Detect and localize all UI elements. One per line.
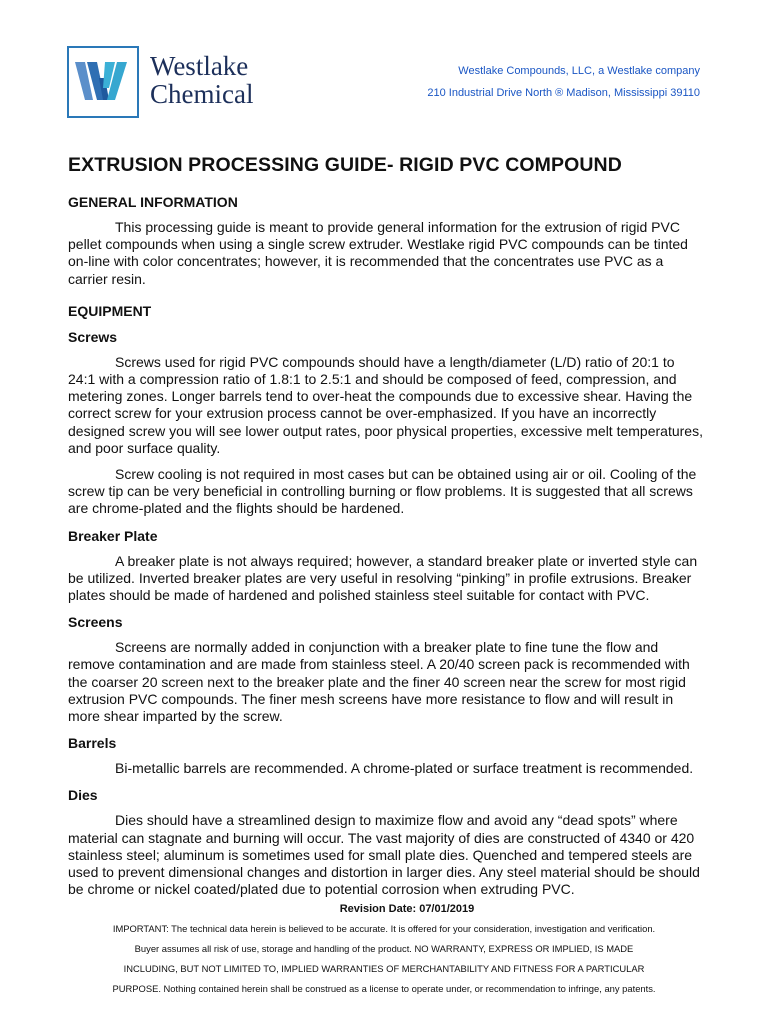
screens-heading: Screens	[68, 614, 123, 631]
logo-wordmark	[150, 52, 253, 108]
w-logo-icon	[69, 48, 137, 116]
screens-paragraph: Screens are normally added in conjunction with a breaker plate to fine tune the flow and remove contamination and are made from stainless steel. A 20/40 screen pack is recommended with the coarser 20 screen next to the breaker plate and the finer 40 screen near the screw for most rigid extrusion PVC compounds. The finer mesh screens have more resistance to flow and will result in more shear imparted by the screw.	[68, 639, 690, 725]
breaker-plate-paragraph: A breaker plate is not always required; however, a standard breaker plate or inverted style can be utilized. Inverted breaker plates are very useful in resolving “pinking” in profile extrusions. Breaker plates should be made of hardened and polished stainless steel suitable for contact with PVC.	[68, 552, 698, 604]
disclaimer-line: Buyer assumes all risk of use, storage and handling of the product. NO WARRANTY, EXPRESS OR IMPLIED, IS MADE	[134, 943, 634, 954]
page-footer	[0, 903, 768, 999]
dies-heading: Dies	[68, 787, 98, 804]
disclaimer-line: PURPOSE. Nothing contained herein shall be construed as a license to operate under, or recommendation to infringe, any patents.	[112, 983, 656, 994]
breaker-plate-heading: Breaker Plate	[68, 527, 158, 544]
company-address: 210 Industrial Drive North ® Madison, Mississippi 39110	[427, 87, 700, 99]
revision-date: Revision Date: 07/01/2019	[339, 903, 475, 915]
general-information-paragraph: This processing guide is meant to provide general information for the extrusion of rigid PVC pellet compounds when using a single screw extruder. Westlake rigid PVC compounds can be tinted on-line with color concentrates; however, it is recommended that the concentrates use PVC as a carrier resin.	[68, 219, 688, 287]
disclaimer	[0, 919, 768, 999]
equipment-heading: EQUIPMENT	[68, 302, 152, 319]
general-information-heading: GENERAL INFORMATION	[68, 194, 238, 210]
company-info	[427, 60, 700, 104]
barrels-paragraph: Bi-metallic barrels are recommended. A chrome-plated or surface treatment is recommended.	[115, 760, 694, 777]
barrels-heading: Barrels	[68, 735, 117, 752]
screws-heading: Screws	[68, 328, 118, 345]
document-body	[68, 193, 704, 907]
disclaimer-line: IMPORTANT: The technical data herein is believed to be accurate. It is offered for your consideration, investigation and verification.	[112, 923, 656, 934]
screws-paragraph-2: Screw cooling is not required in most cases but can be obtained using air or oil. Cooling of the screw tip can be very beneficial in controlling burning or flow problems. It is suggested that all screws are chrome-plated and the flights should be hardened.	[68, 466, 697, 517]
disclaimer-line: INCLUDING, BUT NOT LIMITED TO, IMPLIED WARRANTIES OF MERCHANTABILITY AND FITNESS FOR A PARTICULAR	[123, 963, 645, 974]
westlake-logo-mark	[67, 46, 139, 118]
dies-paragraph: Dies should have a streamlined design to maximize flow and avoid any “dead spots” where material can stagnate and burning will occur. The vast majority of dies are constructed of 4340 or 420 stainless steel; aluminum is sometimes used for small plate dies. Quenched and tempered steels are used to prevent dimensional changes and distortion in larger dies. Any steel material should be should be chrome or nickel coated/plated due to potential corrosion when extruding PVC.	[68, 812, 700, 898]
company-name: Westlake Compounds, LLC, a Westlake company	[458, 65, 700, 77]
screws-paragraph-1: Screws used for rigid PVC compounds should have a length/diameter (L/D) ratio of 20:1 to 24:1 with a compression ratio of 1.8:1 to 2.5:1 and should be composed of feed, compression, and metering zones. Longer barrels tend to over-heat the compounds due to excessive shear. Having the correct screw for your extrusion process cannot be over-emphasized. If you have an incorrectly designed screw you will see lower output rates, poor physical properties, excessive melt temperatures, and poor surface quality.	[68, 353, 703, 456]
document-title: EXTRUSION PROCESSING GUIDE- RIGID PVC COMPOUND	[68, 154, 622, 176]
logo-line-1: Westlake	[150, 51, 249, 81]
logo-line-2: Chemical	[150, 79, 254, 109]
